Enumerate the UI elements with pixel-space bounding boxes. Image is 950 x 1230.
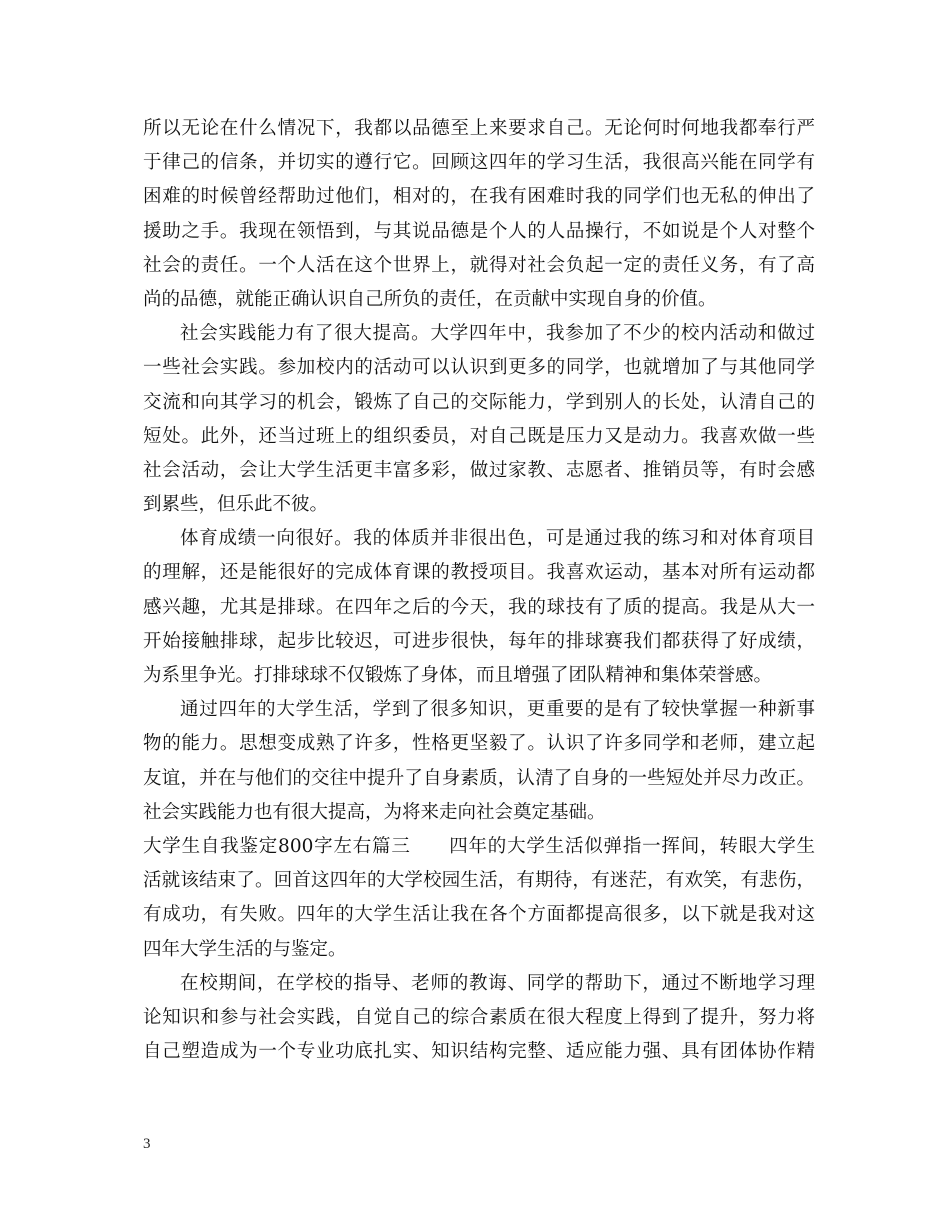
text-line: 一些社会实践。参加校内的活动可以认识到更多的同学，也就增加了与其他同学 (143, 357, 815, 379)
text-line: 感兴趣，尤其是排球。在四年之后的今天，我的球技有了质的提高。我是从大一 (143, 596, 815, 618)
text-line: 通过四年的大学生活，学到了很多知识，更重要的是有了较快掌握一种新事 (180, 699, 815, 721)
text-line: 困难的时候曾经帮助过他们，相对的，在我有困难时我的同学们也无私的伸出了 (143, 186, 815, 208)
text-line: 于律己的信条，并切实的遵行它。回顾这四年的学习生活，我很高兴能在同学有 (143, 152, 815, 174)
text-line: 为系里争光。打排球球不仅锻炼了身体，而且增强了团队精神和集体荣誉感。 (143, 665, 773, 686)
text-line: 友谊，并在与他们的交往中提升了自身素质，认清了自身的一些短处并尽力改正。 (143, 767, 815, 789)
text-line: 所以无论在什么情况下，我都以品德至上来要求自己。无论何时何地我都奉行严 (143, 118, 815, 139)
text-line: 四年大学生活的与鉴定。 (143, 938, 347, 960)
text-line: 社会实践能力也有很大提高，为将来走向社会奠定基础。 (143, 801, 606, 823)
text-line: 有成功，有失败。四年的大学生活让我在各个方面都提高很多，以下就是我对这 (143, 904, 815, 926)
text-line: 开始接触排球，起步比较迟，可进步很快，每年的排球赛我们都获得了好成绩， (143, 630, 815, 652)
text-line: 短处。此外，还当过班上的组织委员，对自己既是压力又是动力。我喜欢做一些 (143, 425, 815, 447)
text-line: 在校期间，在学校的指导、老师的教诲、同学的帮助下，通过不断地学习理 (180, 972, 815, 994)
text-line: 活就该结束了。回首这四年的大学校园生活，有期待，有迷茫，有欢笑，有悲伤， (143, 870, 815, 892)
text-line: 交流和向其学习的机会，锻炼了自己的交际能力，学到别人的长处，认清自己的 (143, 391, 815, 413)
body-text (143, 112, 815, 1069)
text-line: 的理解，还是能很好的完成体育课的教授项目。我喜欢运动，基本对所有运动都 (143, 562, 815, 584)
text-line: 尚的品德，就能正确认识自己所负的责任，在贡献中实现自身的价值。 (143, 288, 717, 310)
text-line: 物的能力。思想变成熟了许多，性格更坚毅了。认识了许多同学和老师，建立起 (143, 733, 815, 755)
text-line: 社会活动，会让大学生活更丰富多彩，做过家教、志愿者、推销员等，有时会感 (143, 459, 815, 481)
text-line: 援助之手。我现在领悟到，与其说品德是个人的人品操行，不如说是个人对整个 (143, 220, 815, 242)
text-line: 大学生自我鉴定800字左右篇三 四年的大学生活似弹指一挥间，转眼大学生 (143, 835, 815, 857)
page-number: 3 (143, 1136, 151, 1152)
text-line: 论知识和参与社会实践，自觉自己的综合素质在很大程度上得到了提升，努力将 (143, 1006, 815, 1028)
text-line: 自己塑造成为一个专业功底扎实、知识结构完整、适应能力强、具有团体协作精 (143, 1041, 815, 1063)
text-line: 社会实践能力有了很大提高。大学四年中，我参加了不少的校内活动和做过 (180, 323, 815, 345)
text-line: 到累些，但乐此不彼。 (143, 494, 329, 516)
text-line: 体育成绩一向很好。我的体质并非很出色，可是通过我的练习和对体育项目 (180, 528, 815, 550)
text-line: 社会的责任。一个人活在这个世界上，就得对社会负起一定的责任义务，有了高 (143, 254, 815, 276)
